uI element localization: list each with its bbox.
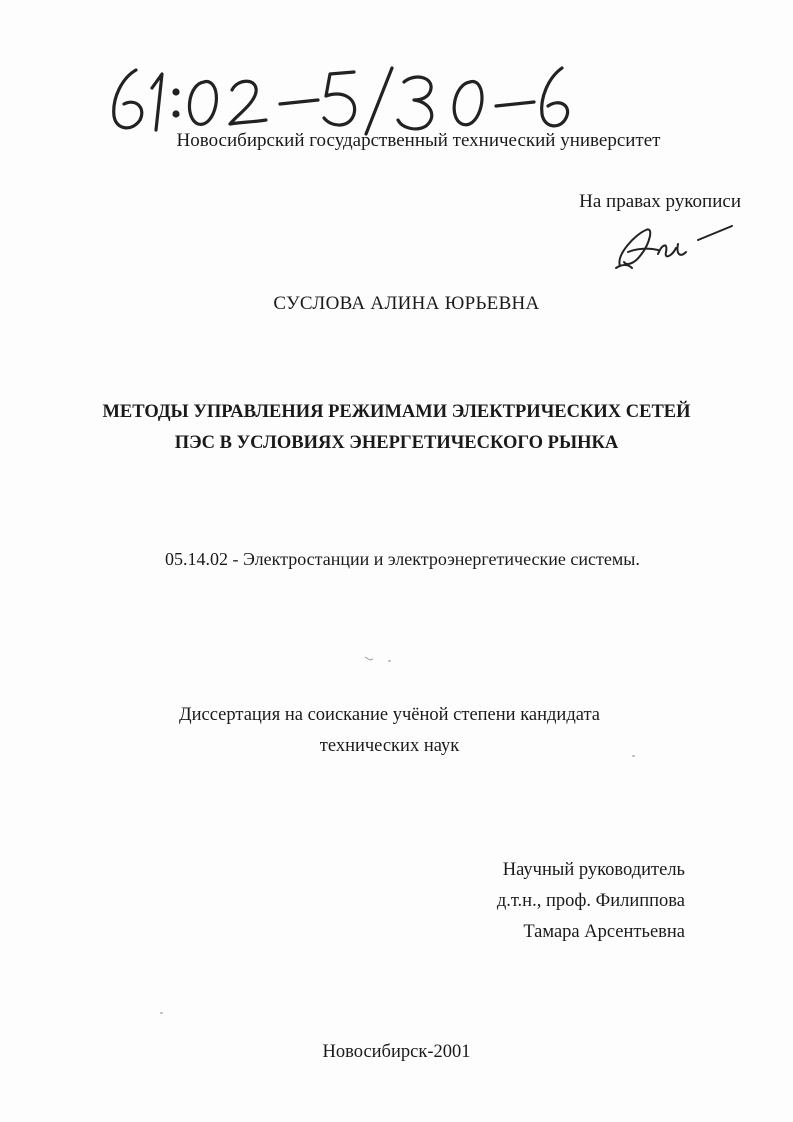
dissertation-degree	[0, 700, 793, 762]
rights-note: На правах рукописи	[579, 191, 741, 212]
city-year: Новосибирск-2001	[322, 1042, 471, 1062]
supervisor-block	[497, 855, 685, 948]
degree-line-1: Диссертация на соискание учёной степени кандидата	[179, 705, 600, 725]
scan-dot	[388, 660, 391, 662]
title-line-1: МЕТОДЫ УПРАВЛЕНИЯ РЕЖИМАМИ ЭЛЕКТРИЧЕСКИХ СЕТЕЙ	[102, 402, 691, 422]
supervisor-name: Тамара Арсентьевна	[523, 922, 685, 942]
scan-speck	[364, 655, 374, 663]
dissertation-title	[0, 397, 793, 459]
scan-dot	[160, 1012, 163, 1014]
university-name: Новосибирский государственный технический университет	[176, 130, 661, 151]
specialty-code: 05.14.02 - Электростанции и электроэнергетические системы.	[165, 549, 640, 569]
supervisor-degree: д.т.н., проф. Филиппова	[496, 891, 685, 911]
scan-dot	[632, 755, 635, 757]
handwritten-archive-code	[104, 60, 574, 138]
degree-line-2: технических наук	[319, 736, 460, 756]
title-line-2: ПЭС В УСЛОВИЯХ ЭНЕРГЕТИЧЕСКОГО РЫНКА	[174, 433, 619, 453]
author-name: СУСЛОВА АЛИНА ЮРЬЕВНА	[273, 293, 540, 314]
supervisor-role: Научный руководитель	[502, 860, 685, 880]
author-signature	[606, 214, 736, 274]
